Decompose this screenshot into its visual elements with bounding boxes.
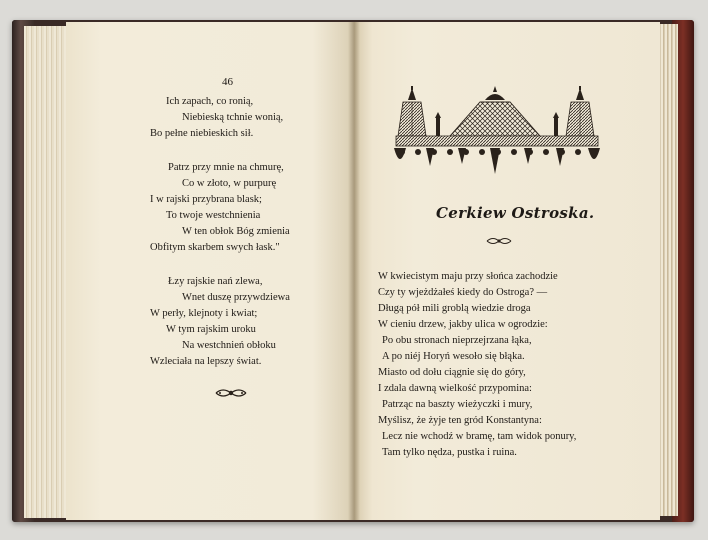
poem-line: Wzleciała na lepszy świat.	[150, 356, 262, 367]
poem-line: Niebieską tchnie wonią,	[182, 112, 284, 123]
book-gutter	[348, 22, 360, 520]
church-vignette-icon	[390, 86, 604, 178]
poem-line: Tam tylko nędza, pustka i ruina.	[382, 447, 517, 458]
poem-line: W perły, klejnoty i kwiat;	[150, 308, 258, 319]
poem-line: Na westchnień obłoku	[182, 340, 276, 351]
poem-line: Wnet duszę przywdziewa	[182, 292, 290, 303]
poem-line: W cieniu drzew, jakby ulica w ogrodzie:	[378, 319, 548, 330]
page-stack-left	[24, 26, 70, 518]
poem-line: To twoje westchnienia	[166, 210, 261, 221]
poem-line: Co w złoto, w purpurę	[182, 178, 277, 189]
page-number: 46	[222, 76, 233, 88]
poem-line: Miasto od dołu ciągnie się do góry,	[378, 367, 526, 378]
poem-line: Ich zapach, co ronią,	[166, 96, 254, 107]
poem-line: Myślisz, że żyje ten gród Konstantyna:	[378, 415, 542, 426]
poem-line: Czy ty wjeżdżałeś kiedy do Ostroga? —	[378, 287, 548, 298]
poem-line: I zdala dawną wielkość przypomina:	[378, 383, 532, 394]
poem-line: Po obu stronach nieprzejrzana łąka,	[382, 335, 532, 346]
poem-line: Łzy rajskie nań zlewa,	[168, 276, 263, 287]
poem-title: Cerkiew Ostroska.	[436, 204, 595, 222]
poem-line: Obfitym skarbem swych łask."	[150, 242, 280, 253]
poem-line: W ten obłok Bóg zmienia	[182, 226, 290, 237]
poem-line: Długą pół mili groblą wiedzie droga	[378, 303, 531, 314]
poem-line: A po niéj Horyń wesoło się błąka.	[382, 351, 525, 362]
poem-line: Lecz nie wchodź w bramę, tam widok ponury,	[382, 431, 577, 442]
poem-line: Patrząc na baszty wieżyczki i mury,	[382, 399, 533, 410]
left-fleuron-icon	[214, 386, 248, 400]
right-fleuron-icon	[486, 236, 512, 246]
poem-line: I w rajski przybrana blask;	[150, 194, 262, 205]
poem-line: W kwiecistym maju przy słońca zachodzie	[378, 271, 558, 282]
poem-line: Bo pełne niebieskich sił.	[150, 128, 254, 139]
poem-line: Patrz przy mnie na chmurę,	[168, 162, 284, 173]
poem-line: W tym rajskim uroku	[166, 324, 256, 335]
